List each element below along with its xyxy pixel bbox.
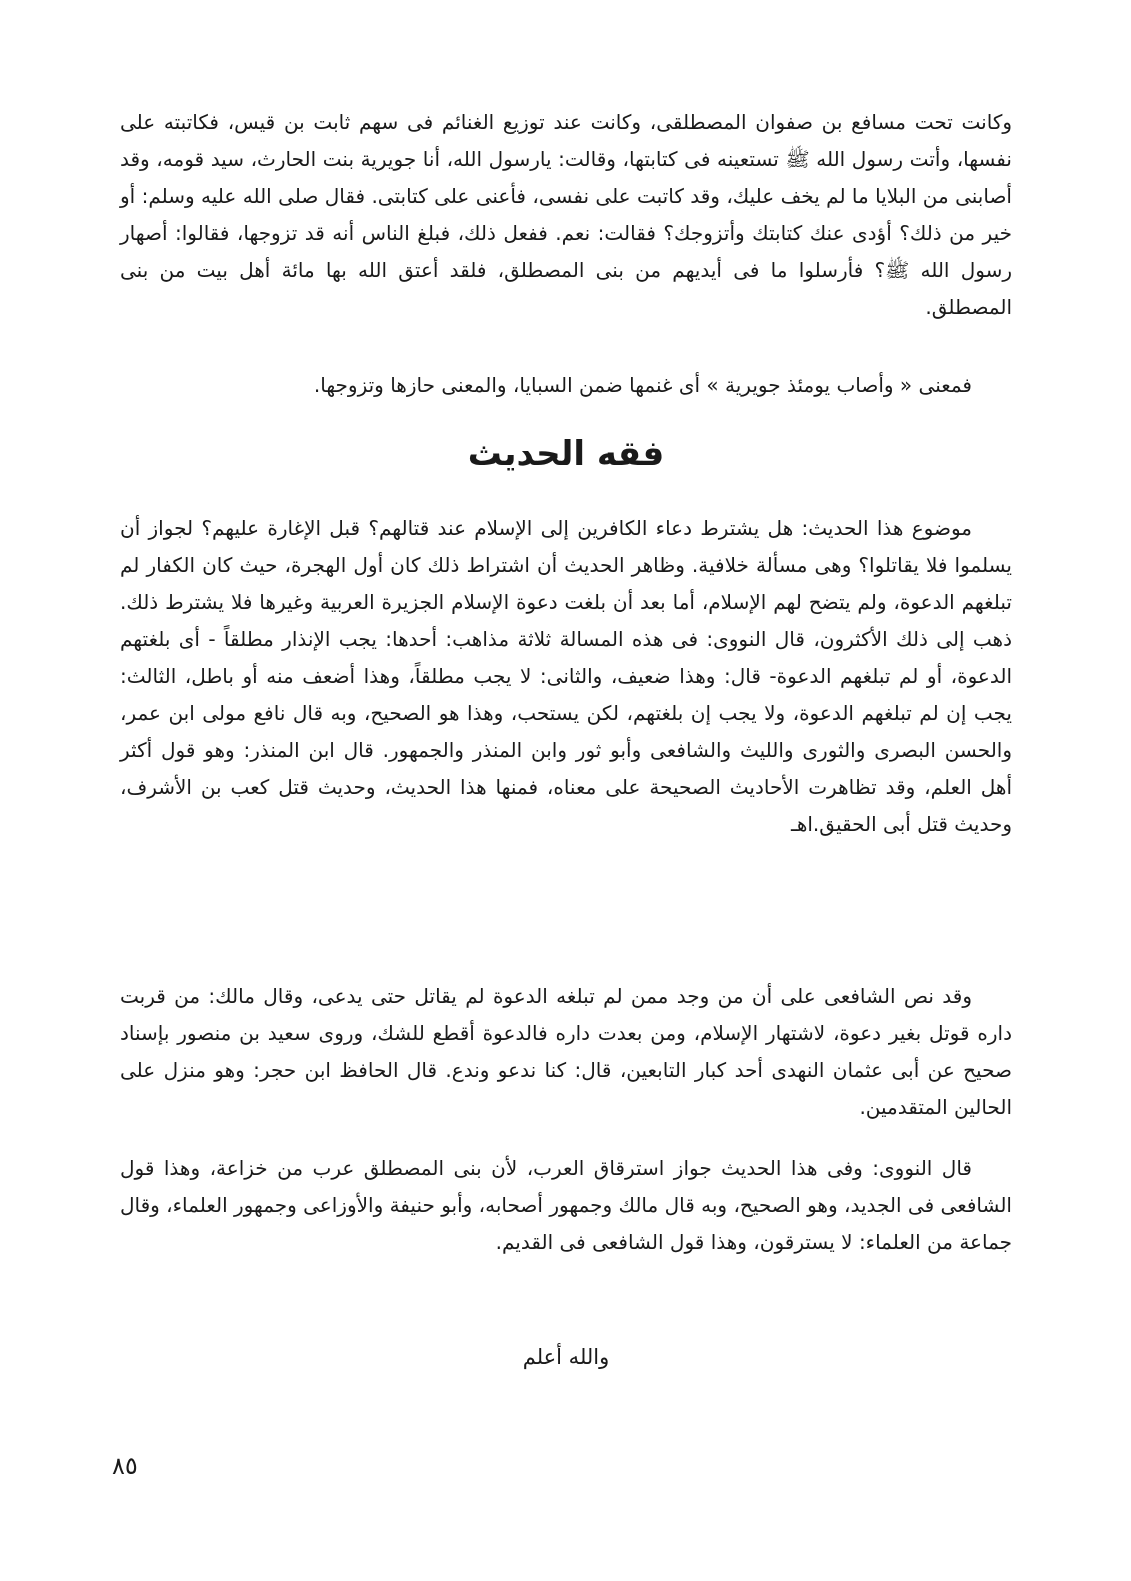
paragraph-hadith-topic: موضوع هذا الحديث: هل يشترط دعاء الكافرين إلى الإسلام عند قتالهم؟ قبل الإغارة عليهم؟ لجواز أن يسلموا فلا يقاتلوا؟ وهى مسألة خلافية. وظاهر الحديث أن اشتراط ذلك كان أول الهجرة، حيث كان الكفار لم تبلغهم الدعوة، ولم يتضح لهم الإسلام، أما بعد أن بلغت دعوة الإسلام الجزيرة العربية وغيرها فلا يشترط ذلك. ذهب إلى ذلك الأكثرون، قال النووى: فى هذه المسالة ثلاثة مذاهب: أحدها: يجب الإنذار مطلقاً - أى بلغتهم الدعوة، أو لم تبلغهم الدعوة- قال: وهذا ضعيف، والثانى: لا يجب مطلقاً، وهذا أضعف منه أو باطل، الثالث: يجب إن لم تبلغهم الدعوة، ولا يجب إن بلغتهم، لكن يستحب، وهذا هو الصحيح، وبه قال نافع مولى ابن عمر، والحسن البصرى والثورى والليث والشافعى وأبو ثور وابن المنذر والجمهور. قال ابن المنذر: وهو قول أكثر أهل العلم، وقد تظاهرت الأحاديث الصحيحة على معناه، فمنها هذا الحديث، وحديث قتل كعب بن الأشرف، وحديث قتل أبى الحقيق.اهـ [120, 516, 1012, 836]
closing-phrase: والله أعلم [522, 1345, 610, 1369]
paragraph-nawawi-opinion: قال النووى: وفى هذا الحديث جواز استرقاق العرب، لأن بنى المصطلق عرب من خزاعة، وهذا قول الشافعى فى الجديد، وهو الصحيح، وبه قال مالك وجمهور أصحابه، وأبو حنيفة والأوزاعى وجمهور العلماء، وقال جماعة من العلماء: لا يسترقون، وهذا قول الشافعى فى القديم. [119, 1156, 1012, 1254]
paragraph-shafii-opinion: وقد نص الشافعى على أن من وجد ممن لم تبلغه الدعوة لم يقاتل حتى يدعى، وقال مالك: من قربت داره قوتل بغير دعوة، لاشتهار الإسلام، ومن بعدت داره فالدعوة أقطع للشك، وروى سعيد بن منصور بإسناد صحيح عن أبى عثمان النهدى أحد كبار التابعين، قال: كنا ندعو وندع. قال الحافظ ابن حجر: وهو منزل على الحالين المتقدمين. [120, 984, 1012, 1119]
page-number: ٨٥ [112, 1452, 138, 1480]
paragraph-meaning: فمعنى « وأصاب يومئذ جويرية » أى غنمها ضمن السبايا، والمعنى حازها وتزوجها. [313, 373, 972, 397]
paragraph-juwayriya-story: وكانت تحت مسافع بن صفوان المصطلقى، وكانت عند توزيع الغنائم فى سهم ثابت بن قيس، فكاتبته على نفسها، وأتت رسول الله ﷺ تستعينه فى كتابتها، وقالت: يارسول الله، أنا جويرية بنت الحارث، سيد قومه، وقد أصابنى من البلايا ما لم يخف عليك، وقد كاتبت على نفسى، فأعنى على كتابتى. فقال صلى الله عليه وسلم: أو خير من ذلك؟ أؤدى عنك كتابتك وأتزوجك؟ فقالت: نعم. ففعل ذلك، فبلغ الناس أنه قد تزوجها، فقالوا: أصهار رسول الله ﷺ؟ فأرسلوا ما فى أيديهم من بنى المصطلق، فلقد أعتق الله بها مائة أهل بيت من بنى المصطلق. [120, 110, 1012, 319]
section-heading: فقه الحديث [467, 434, 665, 474]
